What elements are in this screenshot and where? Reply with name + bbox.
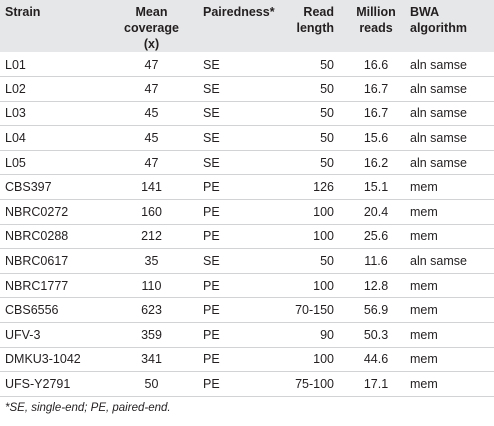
cell-bwa-algorithm: mem	[410, 204, 438, 219]
cell-pairedness: PE	[203, 180, 220, 195]
cell-pairedness: PE	[203, 229, 220, 244]
header-bwa-line2: algorithm	[410, 21, 467, 35]
cell-mean-coverage: 47	[144, 155, 159, 170]
cell-million-reads: 16.7	[363, 106, 389, 121]
cell-pairedness: SE	[203, 81, 220, 96]
cell-million-reads: 16.2	[363, 155, 389, 170]
cell-million-reads: 12.8	[363, 278, 389, 293]
cell-mean-coverage: 212	[141, 229, 162, 244]
table-row	[0, 126, 494, 151]
header-million-reads-line1: Million	[356, 5, 396, 19]
cell-million-reads: 16.6	[363, 58, 389, 73]
cell-mean-coverage: 35	[144, 254, 159, 269]
cell-million-reads: 11.6	[364, 254, 388, 269]
cell-strain: NBRC0617	[5, 254, 69, 269]
cell-bwa-algorithm: mem	[410, 278, 438, 293]
header-pairedness	[193, 0, 275, 52]
table-footnote: *SE, single-end; PE, paired-end.	[5, 402, 171, 414]
cell-mean-coverage: 341	[141, 352, 162, 367]
cell-strain: DMKU3-1042	[5, 352, 81, 367]
cell-million-reads: 15.6	[363, 131, 389, 146]
table-row	[0, 323, 494, 348]
cell-bwa-algorithm: mem	[410, 327, 438, 342]
cell-pairedness: PE	[203, 352, 220, 367]
table-row	[0, 298, 494, 323]
cell-mean-coverage: 47	[144, 81, 159, 96]
header-million-reads	[348, 0, 404, 52]
header-mean-coverage	[110, 0, 193, 52]
table-row	[0, 347, 494, 372]
cell-mean-coverage: 623	[141, 303, 162, 318]
cell-bwa-algorithm: mem	[410, 303, 438, 318]
cell-strain: NBRC0272	[5, 204, 69, 219]
table-row	[0, 150, 494, 175]
cell-read-length: 100	[313, 204, 334, 219]
cell-pairedness: PE	[203, 327, 220, 342]
cell-mean-coverage: 141	[141, 180, 162, 195]
cell-strain: UFS-Y2791	[5, 377, 71, 392]
cell-million-reads: 16.7	[363, 81, 389, 96]
table-row	[0, 200, 494, 225]
cell-read-length: 50	[320, 131, 334, 146]
cell-strain: CBS6556	[5, 303, 59, 318]
cell-strain: L04	[5, 131, 26, 146]
cell-mean-coverage: 45	[144, 131, 159, 146]
cell-million-reads: 17.1	[363, 377, 389, 392]
table-row	[0, 224, 494, 249]
header-mean-coverage-line2: coverage (x)	[124, 21, 179, 51]
table-row	[0, 52, 494, 77]
cell-strain: L05	[5, 155, 26, 170]
cell-pairedness: SE	[203, 155, 220, 170]
table-row	[0, 175, 494, 200]
cell-strain: L03	[5, 106, 26, 121]
cell-mean-coverage: 160	[141, 204, 162, 219]
cell-read-length: 50	[320, 81, 334, 96]
header-read-length-line1: Read	[303, 5, 334, 19]
cell-bwa-algorithm: aln samse	[410, 106, 467, 121]
table-row	[0, 372, 494, 397]
cell-read-length: 126	[313, 180, 334, 195]
cell-mean-coverage: 47	[144, 58, 159, 73]
cell-read-length: 50	[320, 254, 334, 269]
header-read-length	[272, 0, 348, 52]
cell-million-reads: 20.4	[363, 204, 389, 219]
cell-pairedness: PE	[203, 377, 220, 392]
cell-million-reads: 50.3	[363, 327, 389, 342]
cell-bwa-algorithm: mem	[410, 377, 438, 392]
cell-bwa-algorithm: aln samse	[410, 155, 467, 170]
header-bwa-algorithm	[404, 0, 494, 52]
cell-read-length: 50	[320, 106, 334, 121]
cell-million-reads: 56.9	[363, 303, 389, 318]
cell-strain: CBS397	[5, 180, 52, 195]
cell-pairedness: SE	[203, 131, 220, 146]
cell-pairedness: PE	[203, 303, 220, 318]
cell-bwa-algorithm: mem	[410, 352, 438, 367]
cell-read-length: 50	[320, 58, 334, 73]
cell-pairedness: PE	[203, 278, 220, 293]
cell-read-length: 90	[320, 327, 334, 342]
cell-read-length: 50	[320, 155, 334, 170]
header-strain-label: Strain	[5, 5, 41, 19]
table-header	[0, 0, 494, 52]
cell-bwa-algorithm: aln samse	[410, 58, 467, 73]
cell-strain: NBRC1777	[5, 278, 69, 293]
cell-million-reads: 44.6	[363, 352, 389, 367]
cell-pairedness: SE	[203, 58, 220, 73]
cell-bwa-algorithm: mem	[410, 180, 438, 195]
cell-pairedness: PE	[203, 204, 220, 219]
cell-strain: L01	[5, 58, 26, 73]
cell-pairedness: SE	[203, 254, 220, 269]
cell-read-length: 100	[313, 278, 334, 293]
table-row	[0, 273, 494, 298]
table-row	[0, 249, 494, 274]
cell-million-reads: 15.1	[363, 180, 389, 195]
table-row	[0, 101, 494, 126]
cell-mean-coverage: 50	[144, 377, 159, 392]
table-body	[0, 52, 494, 396]
table-row	[0, 77, 494, 102]
cell-read-length: 100	[313, 229, 334, 244]
cell-read-length: 70-150	[295, 303, 334, 318]
cell-million-reads: 25.6	[363, 229, 389, 244]
header-pairedness-label: Pairedness*	[203, 5, 275, 19]
cell-mean-coverage: 359	[141, 327, 162, 342]
cell-strain: UFV-3	[5, 327, 41, 342]
header-read-length-line2: length	[296, 21, 334, 35]
cell-mean-coverage: 45	[144, 106, 159, 121]
cell-read-length: 100	[313, 352, 334, 367]
header-million-reads-line2: reads	[359, 21, 393, 35]
header-bwa-line1: BWA	[410, 5, 440, 19]
cell-bwa-algorithm: aln samse	[410, 254, 467, 269]
cell-bwa-algorithm: mem	[410, 229, 438, 244]
cell-mean-coverage: 110	[141, 278, 162, 293]
cell-bwa-algorithm: aln samse	[410, 81, 467, 96]
cell-strain: NBRC0288	[5, 229, 69, 244]
cell-pairedness: SE	[203, 106, 220, 121]
cell-read-length: 75-100	[295, 377, 334, 392]
cell-bwa-algorithm: aln samse	[410, 131, 467, 146]
header-row	[0, 0, 494, 52]
header-strain	[0, 0, 110, 52]
header-mean-coverage-line1: Mean	[135, 5, 168, 19]
cell-strain: L02	[5, 81, 26, 96]
